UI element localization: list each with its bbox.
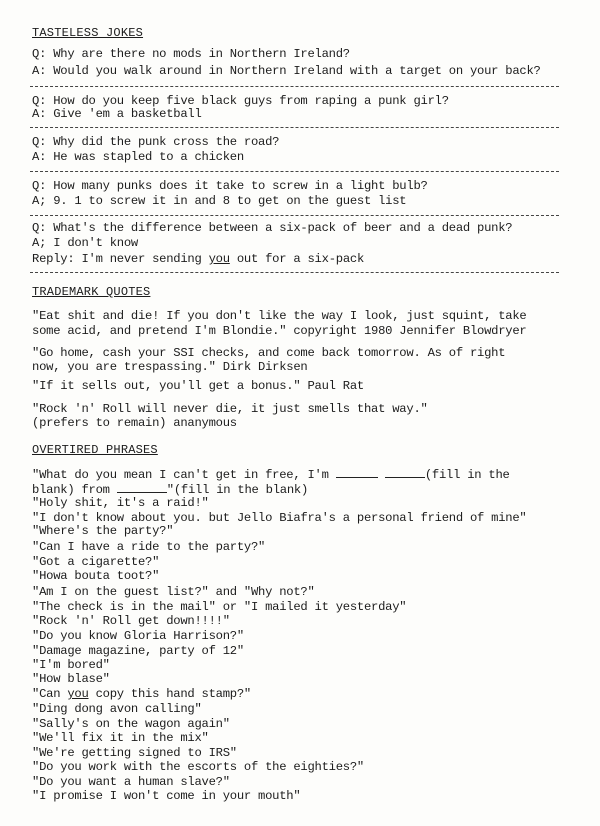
phrase-1-text-2: blank) from [32, 483, 117, 497]
phrase-17: "Sally's on the wagon again" [32, 717, 230, 731]
phrase-22: "I promise I won't come in your mouth" [32, 789, 301, 803]
phrase-15-emphasis: you [67, 687, 89, 701]
phrase-2: "Holy shit, it's a raid!" [32, 496, 209, 510]
joke-4-answer: A; 9. 1 to screw it in and 8 to get on the guest list [32, 194, 407, 208]
reply-text-end: out for a six-pack [229, 252, 365, 266]
phrase-11: "Do you know Gloria Harrison?" [32, 629, 244, 643]
reply-text: Reply: I'm never sending [32, 252, 209, 266]
separator [30, 215, 559, 216]
quote-4-line-2: (prefers to remain) ananymous [32, 416, 237, 430]
phrase-6: "Got a cigarette?" [32, 555, 160, 569]
phrase-19: "We're getting signed to IRS" [32, 746, 237, 760]
separator [30, 86, 559, 87]
phrase-7: "Howa bouta toot?" [32, 569, 160, 583]
quote-2-line-2: now, you are trespassing." Dirk Dirksen [32, 360, 308, 374]
joke-4-question: Q: How many punks does it take to screw in a light bulb? [32, 179, 428, 193]
phrase-1-line-1 [32, 467, 572, 483]
phrase-1-text: "What do you mean I can't get in free, I'm [32, 468, 336, 482]
fill-in-blank [117, 482, 167, 493]
phrase-15-text-end: copy this hand stamp?" [88, 687, 251, 701]
phrase-4: "Where's the party?" [32, 524, 174, 538]
quote-1-line-1: "Eat shit and die! If you don't like the way I look, just squint, take [32, 309, 527, 323]
phrase-10: "Rock 'n' Roll get down!!!!" [32, 614, 230, 628]
trademark-quotes-heading: TRADEMARK QUOTES [32, 285, 151, 299]
phrase-9: "The check is in the mail" or "I mailed it yesterday" [32, 600, 407, 614]
fill-in-blank [336, 467, 378, 478]
phrase-15 [32, 687, 572, 702]
phrase-3: "I don't know about you. but Jello Biafra's a personal friend of mine" [32, 511, 527, 525]
separator [30, 272, 559, 273]
quote-4-line-1: "Rock 'n' Roll will never die, it just smells that way." [32, 402, 428, 416]
phrase-21: "Do you want a human slave?" [32, 775, 230, 789]
phrase-14: "How blase" [32, 672, 110, 686]
phrase-20: "Do you work with the escorts of the eighties?" [32, 760, 364, 774]
phrase-13: "I'm bored" [32, 658, 110, 672]
separator [30, 127, 559, 128]
phrase-15-text: "Can [32, 687, 68, 701]
joke-3-question: Q: Why did the punk cross the road? [32, 135, 280, 149]
phrase-12: "Damage magazine, party of 12" [32, 644, 244, 658]
quote-2-line-1: "Go home, cash your SSI checks, and come back tomorrow. As of right [32, 346, 506, 360]
fill-in-blank [385, 467, 425, 478]
joke-5-answer: A; I don't know [32, 236, 138, 250]
reply-emphasis: you [208, 252, 230, 266]
quote-1-line-2: some acid, and pretend I'm Blondie." copyright 1980 Jennifer Blowdryer [32, 324, 527, 338]
quote-3: "If it sells out, you'll get a bonus." Paul Rat [32, 379, 364, 393]
joke-5-reply [32, 252, 572, 267]
phrase-18: "We'll fix it in the mix" [32, 731, 209, 745]
separator [30, 171, 559, 172]
phrase-1-text-end: (fill in the [424, 468, 510, 482]
joke-3-answer: A: He was stapled to a chicken [32, 150, 244, 164]
tasteless-jokes-heading: TASTELESS JOKES [32, 26, 144, 40]
phrase-16: "Ding dong avon calling" [32, 702, 202, 716]
overtired-phrases-heading: OVERTIRED PHRASES [32, 443, 158, 457]
phrase-1-text-3: "(fill in the blank) [166, 483, 309, 497]
phrase-5: "Can I have a ride to the party?" [32, 540, 266, 554]
joke-2-answer: A: Give 'em a basketball [32, 107, 202, 121]
joke-2-question: Q: How do you keep five black guys from raping a punk girl? [32, 94, 449, 108]
phrase-8: "Am I on the guest list?" and "Why not?" [32, 585, 315, 599]
joke-1-question: Q: Why are there no mods in Northern Ireland? [32, 47, 350, 61]
joke-1-answer: A: Would you walk around in Northern Ireland with a target on your back? [32, 64, 541, 78]
joke-5-question: Q: What's the difference between a six-pack of beer and a dead punk? [32, 221, 513, 235]
